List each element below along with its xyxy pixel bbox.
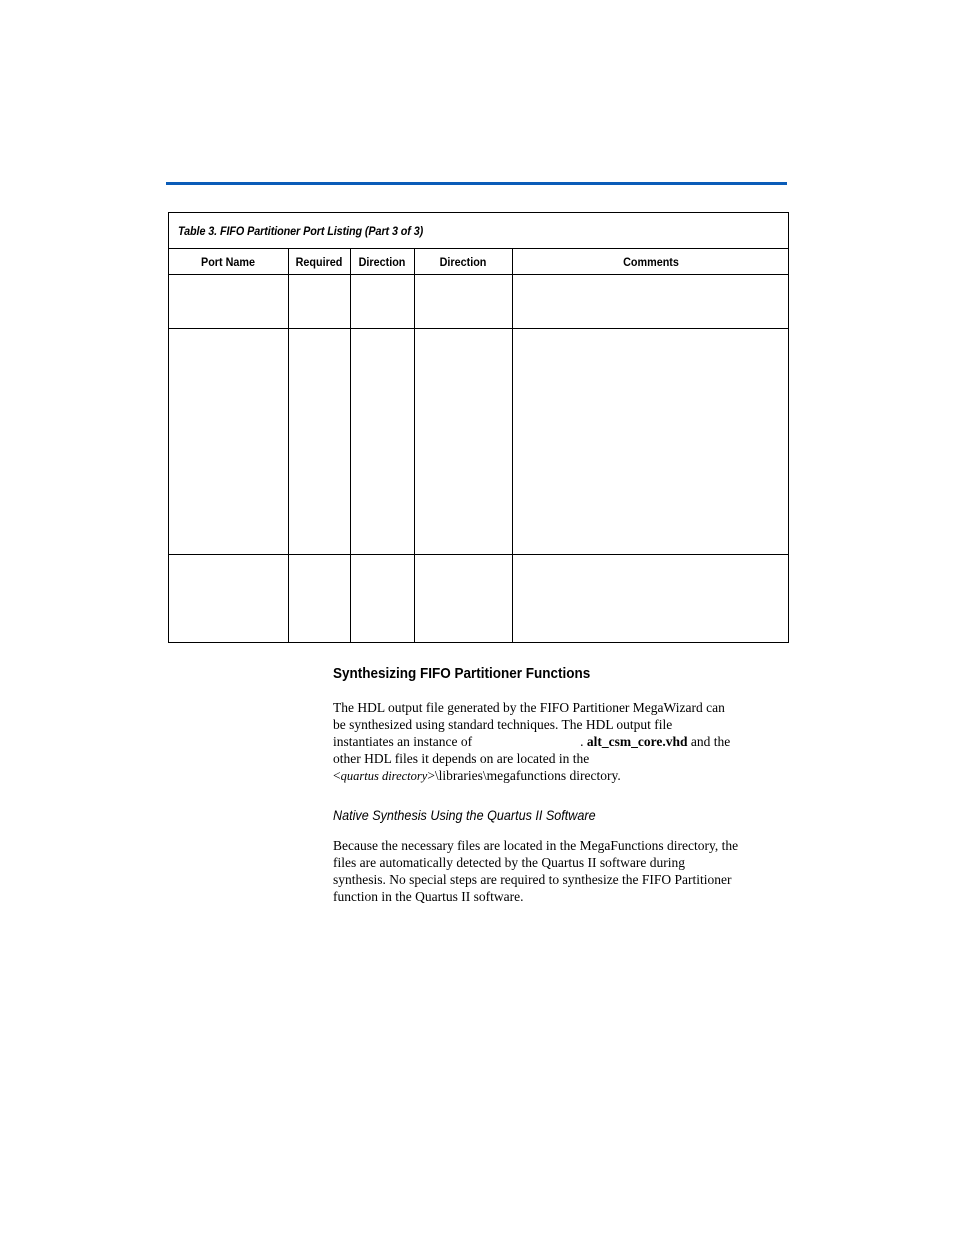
- table-cell: [513, 329, 789, 555]
- table-cell: [169, 555, 289, 643]
- section-heading: Synthesizing FIFO Partitioner Functions: [333, 665, 591, 682]
- col-header-direction: Direction: [351, 249, 415, 275]
- text-line: files are automatically detected by the Quartus II software during: [333, 855, 685, 870]
- text-line: be synthesized using standard techniques. The HDL output file: [333, 717, 673, 732]
- fifo-port-table: [168, 212, 789, 643]
- table-cell: [513, 555, 789, 643]
- table-cell: [289, 275, 351, 329]
- table-cell: [169, 275, 289, 329]
- table-cell: [351, 329, 415, 555]
- synthesis-paragraph: [333, 699, 788, 785]
- text-line: The HDL output file generated by the FIFO Partitioner MegaWizard can: [333, 700, 725, 715]
- table-cell: [289, 555, 351, 643]
- filename-alt-csm-core: alt_csm_core.vhd: [586, 734, 688, 749]
- col-header-direction-2: Direction: [415, 249, 513, 275]
- table-cell: [513, 275, 789, 329]
- col-header-comments: Comments: [513, 249, 789, 275]
- table-cell: [289, 329, 351, 555]
- native-synthesis-paragraph: [333, 837, 788, 905]
- text-line: Because the necessary files are located in the MegaFunctions directory, the: [333, 838, 739, 853]
- subsection-heading: Native Synthesis Using the Quartus II Software: [333, 807, 596, 823]
- col-header-required: Required: [289, 249, 351, 275]
- table-caption: Table 3. FIFO Partitioner Port Listing (Part 3 of 3): [169, 213, 789, 249]
- text-line: function in the Quartus II software.: [333, 889, 524, 904]
- table-cell: [351, 275, 415, 329]
- table-cell: [351, 555, 415, 643]
- text-line: other HDL files it depends on are located in the: [333, 751, 590, 766]
- header-rule: [166, 182, 787, 185]
- quartus-directory-placeholder: quartus directory: [340, 769, 428, 783]
- table-row: [169, 329, 789, 555]
- text-line: instantiates an instance of . alt_csm_core.vhd and the: [333, 734, 731, 749]
- table-row: [169, 275, 789, 329]
- table-cell: [415, 555, 513, 643]
- table-row: [169, 555, 789, 643]
- table-cell: [415, 275, 513, 329]
- text-line: <quartus directory>\libraries\megafunctions directory.: [333, 768, 621, 783]
- table-cell: [169, 329, 289, 555]
- text-line: synthesis. No special steps are required to synthesize the FIFO Partitioner: [333, 872, 732, 887]
- table-cell: [415, 329, 513, 555]
- col-header-port-name: Port Name: [169, 249, 289, 275]
